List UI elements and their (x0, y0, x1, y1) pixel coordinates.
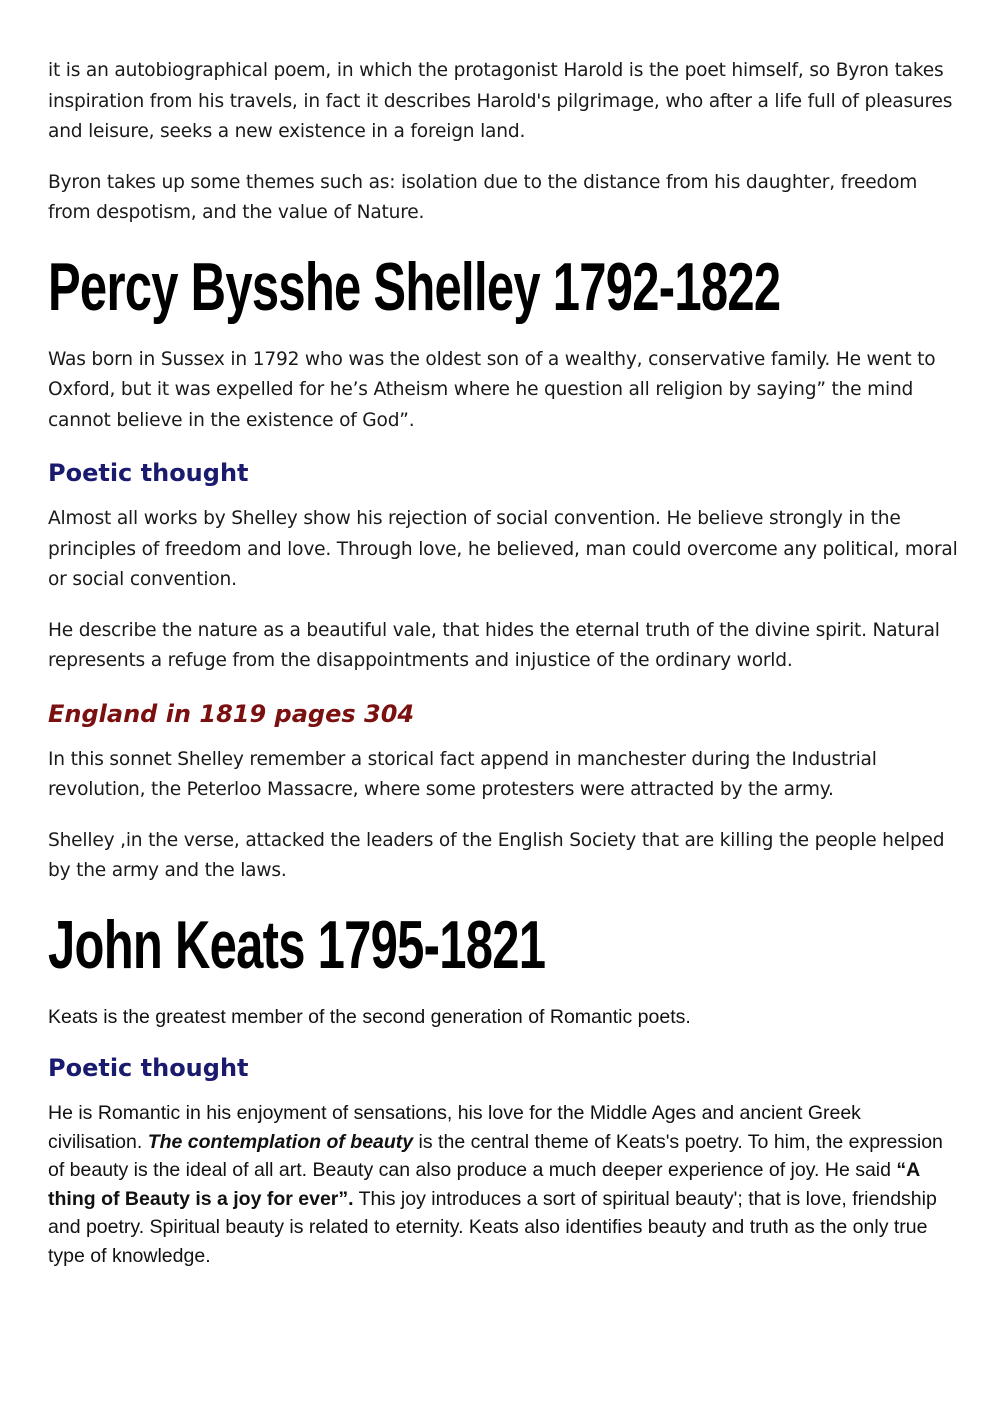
keats-intro: Keats is the greatest member of the second generation of Romantic poets. (48, 1005, 691, 1028)
keats-poetic-text-2: is the central theme of Keats's poetry. To him, the expression of beauty is the ideal of all art. Beauty can also produce a much deeper experience of joy. He said (48, 1130, 943, 1181)
keats-poetic-paragraph (48, 1099, 958, 1270)
england-paragraph-1: In this sonnet Shelley remember a storical fact append in manchester during the Industrial revolution, the Peterloo Massacre, where some protesters were attracted by the army. (48, 748, 877, 800)
shelley-poetic-heading: Poetic thought (48, 459, 249, 487)
shelley-heading: Percy Bysshe Shelley 1792-1822 (48, 248, 781, 325)
keats-poetic-heading: Poetic thought (48, 1054, 249, 1082)
england-paragraph-2: Shelley ,in the verse, attacked the leaders of the English Society that are killing the people helped by the army and the laws. (48, 829, 945, 881)
keats-quote: “A thing of Beauty is a joy for ever”. (48, 1159, 920, 1210)
keats-poetic-text-1: He is Romantic in his enjoyment of sensations, his love for the Middle Ages and ancient Greek civilisation. (48, 1102, 861, 1153)
keats-poetic-text-3: This joy introduces a sort of spiritual beauty'; that is love, friendship and poetry. Spiritual beauty is related to eternity. Keats also identifies beauty and truth as the only true type of knowledge. (48, 1187, 937, 1267)
shelley-intro: Was born in Sussex in 1792 who was the oldest son of a wealthy, conservative family. He went to Oxford, but it was expelled for he’s Atheism where he question all religion by saying” the mind cannot believe in the existence of God”. (48, 348, 936, 431)
shelley-poetic-paragraph-2: He describe the nature as a beautiful vale, that hides the eternal truth of the divine spirit. Natural represents a refuge from the disappointments and injustice of the ordinary world. (48, 619, 940, 671)
byron-paragraph-1: it is an autobiographical poem, in which the protagonist Harold is the poet himself, so Byron takes inspiration from his travels, in fact it describes Harold's pilgrimage, who after a life full of pleasures and leisure, seeks a new existence in a foreign land. (48, 60, 953, 142)
england-1819-heading: England in 1819 pages 304 (48, 699, 415, 728)
shelley-poetic-paragraph-1: Almost all works by Shelley show his rejection of social convention. He believe strongly in the principles of freedom and love. Through love, he believed, man could overcome any political, moral or social convention. (48, 508, 958, 590)
keats-heading: John Keats 1795-1821 (48, 906, 546, 983)
document-page (48, 56, 958, 1290)
byron-paragraph-2: Byron takes up some themes such as: isolation due to the distance from his daughter, freedom from despotism, and the value of Nature. (48, 171, 918, 223)
keats-emphasis: The contemplation of beauty (147, 1130, 414, 1153)
